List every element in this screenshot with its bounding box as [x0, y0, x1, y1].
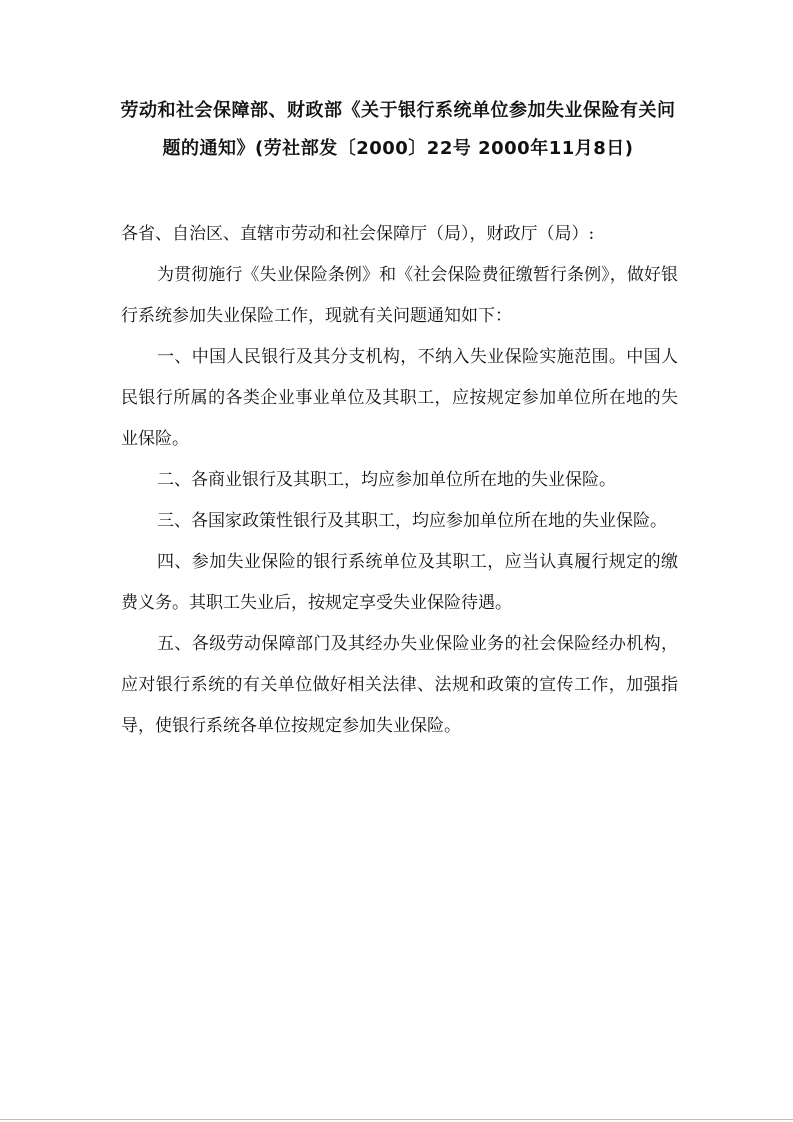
paragraph-item-5: 五、各级劳动保障部门及其经办失业保险业务的社会保险经办机构，应对银行系统的有关单位做好相关法律、法规和政策的宣传工作，加强指导，使银行系统各单位按规定参加失业保险。 — [121, 634, 678, 736]
paragraph-item-4: 四、参加失业保险的银行系统单位及其职工，应当认真履行规定的缴费义务。其职工失业后，按规定享受失业保险待遇。 — [121, 552, 678, 613]
paragraph-item-1: 一、中国人民银行及其分支机构，不纳入失业保险实施范围。中国人民银行所属的各类企业事业单位及其职工，应按规定参加单位所在地的失业保险。 — [121, 347, 678, 449]
salutation: 各省、自治区、直辖市劳动和社会保障厅（局），财政厅（局）: — [121, 224, 595, 244]
page-bottom-divider — [0, 1119, 793, 1120]
paragraph-item-2: 二、各商业银行及其职工，均应参加单位所在地的失业保险。 — [157, 470, 616, 490]
document-title — [118, 92, 678, 168]
title-line-1: 劳动和社会保障部、财政部《关于银行系统单位参加失业保险有关问 — [120, 100, 676, 121]
paragraph-item-3: 三、各国家政策性银行及其职工，均应参加单位所在地的失业保险。 — [157, 511, 667, 531]
paragraph-intro: 为贯彻施行《失业保险条例》和《社会保险费征缴暂行条例》，做好银行系统参加失业保险工作，现就有关问题通知如下： — [121, 265, 678, 326]
document-body — [121, 214, 678, 747]
title-line-2: 题的通知》(劳社部发〔2000〕22号 2000年11月8日) — [162, 138, 634, 159]
